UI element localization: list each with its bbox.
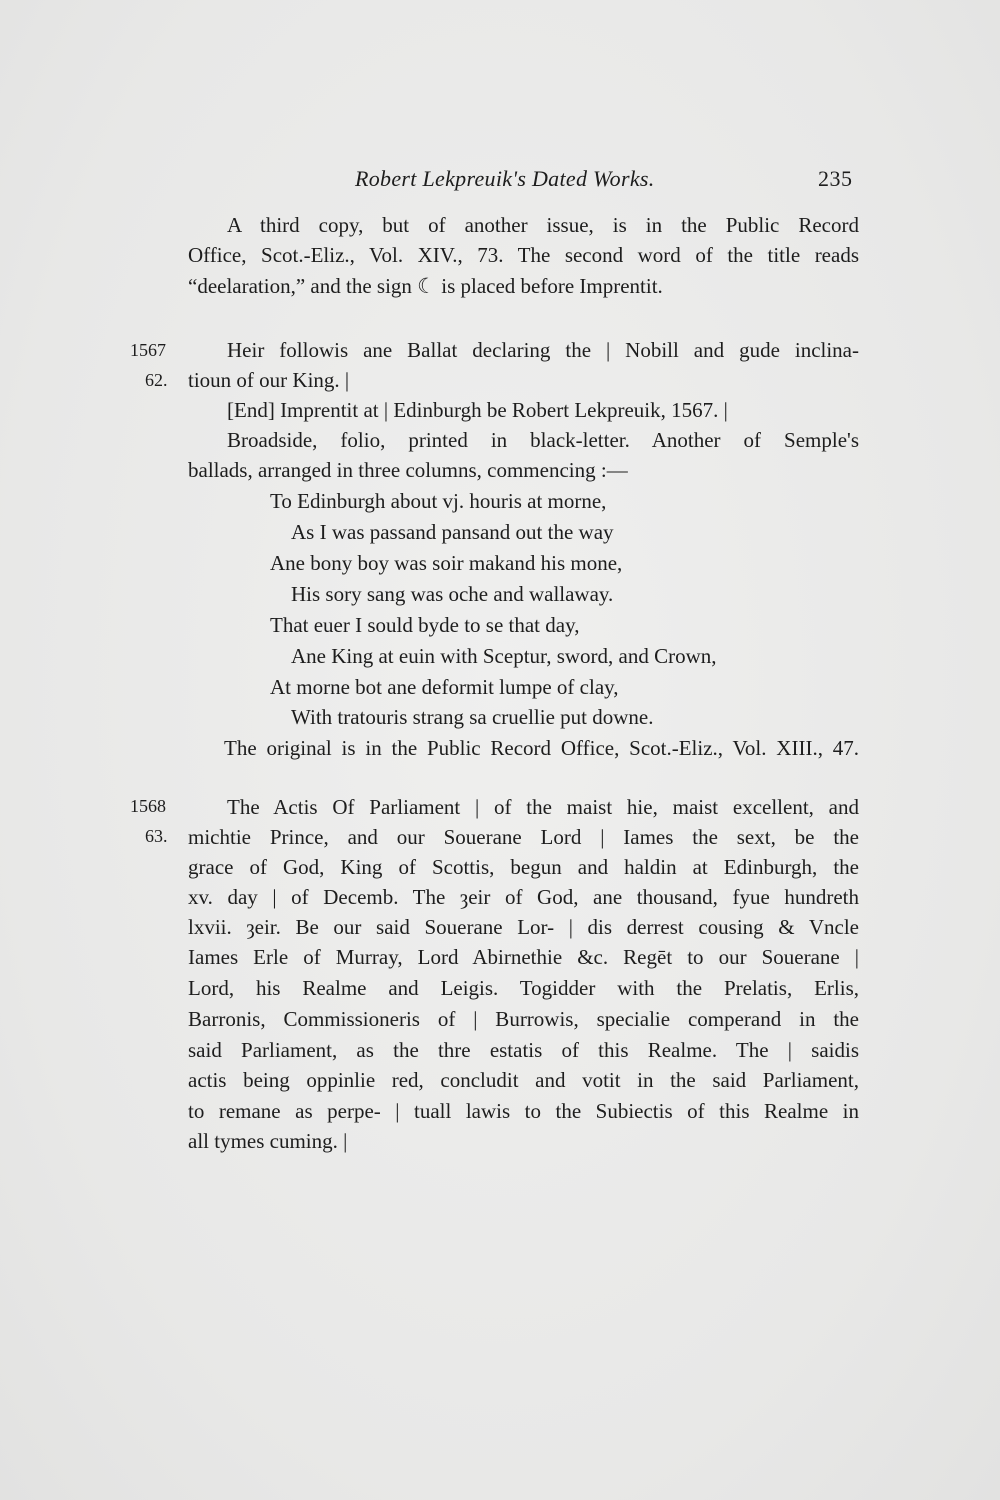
- verse-line: Ane King at euin with Sceptur, sword, and Crown,: [291, 644, 717, 668]
- text-line: [End] Imprentit at | Edinburgh be Robert Lekpreuik, 1567. |: [227, 398, 728, 422]
- verse-line: At morne bot ane deformit lumpe of clay,: [270, 675, 619, 699]
- text-line: actis being oppinlie red, concludit and votit in the said Parliament,: [188, 1068, 859, 1092]
- page-number: 235: [818, 166, 853, 191]
- text-line: The Actis Of Parliament | of the maist hie, maist excellent, and: [227, 795, 859, 819]
- verse-line: To Edinburgh about vj. houris at morne,: [270, 489, 607, 513]
- text-line: Barronis, Commissioneris of | Burrowis, specialie comperand in the: [188, 1007, 859, 1031]
- text-line: Iames Erle of Murray, Lord Abirnethie &c. Regēt to our Souerane |: [188, 945, 859, 969]
- verse-line: As I was passand pansand out the way: [291, 520, 614, 544]
- text-line: Lord, his Realme and Leigis. Togidder with the Prelatis, Erlis,: [188, 976, 859, 1000]
- text-line: Heir followis ane Ballat declaring the | Nobill and gude inclina-: [227, 338, 859, 362]
- verse-line: Ane bony boy was soir makand his mone,: [270, 551, 623, 575]
- entry-number: 63.: [145, 826, 168, 846]
- text-line: tioun of our King. |: [188, 368, 350, 392]
- text-line: ballads, arranged in three columns, commencing :—: [188, 458, 628, 482]
- entry-number: 62.: [145, 370, 168, 390]
- text-line: Broadside, folio, printed in black-letter. Another of Semple's: [227, 428, 859, 452]
- running-header-title: Robert Lekpreuik's Dated Works.: [355, 166, 655, 191]
- text-line: michtie Prince, and our Souerane Lord | Iames the sext, be the: [188, 825, 859, 849]
- verse-line: That euer I sould byde to se that day,: [270, 613, 580, 637]
- text-line: grace of God, King of Scottis, begun and haldin at Edinburgh, the: [188, 855, 859, 879]
- text-line: Office, Scot.-Eliz., Vol. XIV., 73. The second word of the title reads: [188, 243, 859, 267]
- verse-line: His sory sang was oche and wallaway.: [291, 582, 614, 606]
- text-line: lxvii. ȝeir. Be our said Souerane Lor- | dis derrest cousing & Vncle: [188, 915, 859, 939]
- text-line: said Parliament, as the thre estatis of this Realme. The | saidis: [188, 1038, 859, 1062]
- verse-line: With tratouris strang sa cruellie put downe.: [291, 705, 654, 729]
- text-line: to remane as perpe- | tuall lawis to the Subiectis of this Realme in: [188, 1099, 859, 1123]
- footnote-line: The original is in the Public Record Office, Scot.-Eliz., Vol. XIII., 47.: [224, 736, 859, 760]
- entry-year: 1567: [130, 340, 166, 360]
- text-line: “deelaration,” and the sign ☾ is placed before Imprentit.: [188, 274, 663, 298]
- text-line: xv. day | of Decemb. The ȝeir of God, ane thousand, fyue hundreth: [188, 885, 859, 909]
- entry-year: 1568: [130, 796, 166, 816]
- text-line: all tymes cuming. |: [188, 1129, 348, 1153]
- text-line: A third copy, but of another issue, is in the Public Record: [227, 213, 859, 237]
